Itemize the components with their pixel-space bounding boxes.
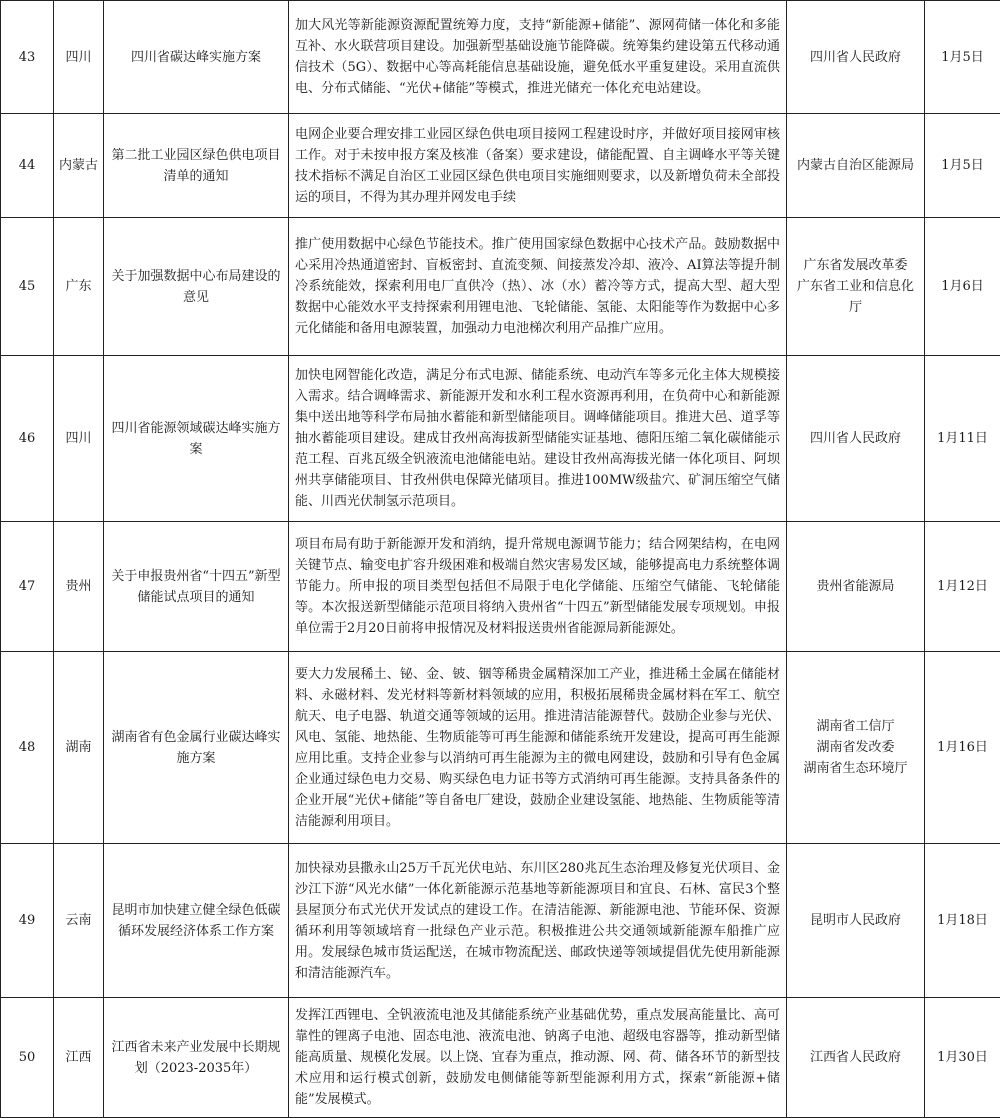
department-name: 湖南省生态环境厅 bbox=[791, 758, 920, 779]
department-name: 昆明市人民政府 bbox=[791, 910, 920, 931]
table-row bbox=[1, 844, 1000, 998]
row-number: 50 bbox=[1, 998, 54, 1118]
policy-content-cell: 推广使用数据中心绿色节能技术。推广使用国家绿色数据中心技术产品。鼓励数据中心采用冷热通道密封、盲板密封、直流变频、间接蒸发冷却、液冷、AI算法等提升制冷系统能效，探索利用电厂直供冷（热）、冰（水）蓄冷等方式，提高大型、超大型数据中心能效水平支持探索利用锂电池、飞轮储能、氢能、太阳能等作为数据中心多元化储能和备用电源装置，加强动力电池梯次利用产品推广应用。 bbox=[289, 218, 787, 356]
date-cell: 1月6日 bbox=[925, 218, 1000, 356]
row-number: 45 bbox=[1, 218, 54, 356]
policy-title-cell: 昆明市加快建立健全绿色低碳循环发展经济体系工作方案 bbox=[104, 844, 289, 998]
department-name: 四川省人民政府 bbox=[791, 428, 920, 449]
department-name: 湖南省工信厅 bbox=[791, 716, 920, 737]
table-row bbox=[1, 356, 1000, 522]
table-row bbox=[1, 114, 1000, 218]
department-name: 四川省人民政府 bbox=[791, 47, 920, 68]
policy-content-cell: 要大力发展稀土、铋、金、铍、铟等稀贵金属精深加工产业，推进稀土金属在储能材料、永磁材料、发光材料等新材料领域的应用，积极拓展稀贵金属材料在军工、航空航天、电子电器、轨道交通等领域的运用。推进清洁能源替代。鼓励企业参与光伏、风电、氢能、地热能、生物质能等可再生能源和储能系统开发建设，提高可再生能源应用比重。支持企业参与以消纳可再生能源为主的微电网建设，鼓励和引导有色金属企业通过绿色电力交易、购买绿色电力证书等方式消纳可再生能源。支持具备条件的企业开展“光伏+储能”等自备电厂建设，鼓励企业建设氢能、地热能、生物质能等清洁能源利用项目。 bbox=[289, 652, 787, 844]
policy-content-cell: 加快禄劝县撒永山25万千瓦光伏电站、东川区280兆瓦生态治理及修复光伏项目、金沙江下游“风光水储”一体化新能源示范基地等新能源项目和宜良、石林、富民3个整县屋顶分布式光伏开发试点的建设工作。在清洁能源、新能源电池、节能环保、资源循环利用等领域培育一批绿色产业示范。积极推进公共交通领域新能源车船推广应用。发展绿色城市货运配送，在城市物流配送、邮政快递等领域提倡优先使用新能源和清洁能源汽车。 bbox=[289, 844, 787, 998]
policy-content-cell: 项目布局有助于新能源开发和消纳，提升常规电源调节能力；结合网架结构，在电网关键节点、输变电扩容升级困难和极端自然灾害易发区域，能够提高电力系统整体调节能力。所申报的项目类型包括但不局限于电化学储能、压缩空气储能、飞轮储能等。本次报送新型储能示范项目将纳入贵州省“十四五”新型储能发展专项规划。申报单位需于2月20日前将申报情况及材料报送贵州省能源局新能源处。 bbox=[289, 522, 787, 652]
table-row bbox=[1, 998, 1000, 1118]
province-cell: 湖南 bbox=[54, 652, 104, 844]
policy-content-cell: 加大风光等新能源资源配置统筹力度，支持“新能源+储能”、源网荷储一体化和多能互补、水火联营项目建设。加强新型基础设施节能降碳。统筹集约建设第五代移动通信技术（5G）、数据中心等高耗能信息基础设施，避免低水平重复建设。采用直流供电、分布式储能、“光伏+储能”等模式，推进光储充一体化充电站建设。 bbox=[289, 1, 787, 114]
date-cell: 1月11日 bbox=[925, 356, 1000, 522]
policy-content-cell: 电网企业要合理安排工业园区绿色供电项目接网工程建设时序，并做好项目接网审核工作。对于未按申报方案及核准（备案）要求建设，储能配置、自主调峰水平等关键技术指标不满足自治区工业园区绿色供电项目实施细则要求，以及新增负荷未全部投运的项目，不得为其办理并网发电手续 bbox=[289, 114, 787, 218]
department-cell bbox=[787, 114, 925, 218]
row-number: 46 bbox=[1, 356, 54, 522]
policy-content-cell: 加快电网智能化改造，满足分布式电源、储能系统、电动汽车等多元化主体大规模接入需求。结合调峰需求、新能源开发和水利工程水资源再利用，在负荷中心和新能源集中送出地等科学布局抽水蓄能和新型储能项目。调峰储能项目。推进大邑、道孚等抽水蓄能项目建设。建成甘孜州高海拔新型储能实证基地、德阳压缩二氧化碳储能示范工程、百兆瓦级全钒液流电池储能电站。建设甘孜州高海拔光储一体化项目、阿坝州共享储能项目、甘孜州供电保障光储项目。推进100MW级盐穴、矿洞压缩空气储能、川西光伏制氢示范项目。 bbox=[289, 356, 787, 522]
department-name: 内蒙古自治区能源局 bbox=[791, 155, 920, 176]
province-cell: 四川 bbox=[54, 356, 104, 522]
department-name: 广东省工业和信息化厅 bbox=[791, 276, 920, 318]
policy-table-body bbox=[1, 1, 1000, 1118]
department-cell bbox=[787, 1, 925, 114]
department-name: 广东省发展改革委 bbox=[791, 255, 920, 276]
department-cell bbox=[787, 998, 925, 1118]
province-cell: 内蒙古 bbox=[54, 114, 104, 218]
department-cell bbox=[787, 218, 925, 356]
table-row bbox=[1, 218, 1000, 356]
row-number: 49 bbox=[1, 844, 54, 998]
policy-title-cell: 关于申报贵州省“十四五”新型储能试点项目的通知 bbox=[104, 522, 289, 652]
date-cell: 1月12日 bbox=[925, 522, 1000, 652]
policy-content-cell: 发挥江西锂电、全钒液流电池及其储能系统产业基础优势，重点发展高能量比、高可靠性的锂离子电池、固态电池、液流电池、钠离子电池、超级电容器等，推动新型储能高质量、规模化发展。以上饶、宜春为重点，推动源、网、荷、储各环节的新型技术应用和运行模式创新，鼓励发电侧储能等新型能源利用方式，探索“新能源+储能”发展模式。 bbox=[289, 998, 787, 1118]
date-cell: 1月5日 bbox=[925, 1, 1000, 114]
department-cell bbox=[787, 522, 925, 652]
province-cell: 云南 bbox=[54, 844, 104, 998]
table-row bbox=[1, 522, 1000, 652]
department-name: 贵州省能源局 bbox=[791, 576, 920, 597]
department-name: 江西省人民政府 bbox=[791, 1047, 920, 1068]
department-name: 湖南省发改委 bbox=[791, 737, 920, 758]
policy-title-cell: 湖南省有色金属行业碳达峰实施方案 bbox=[104, 652, 289, 844]
policy-title-cell: 第二批工业园区绿色供电项目清单的通知 bbox=[104, 114, 289, 218]
table-row bbox=[1, 1, 1000, 114]
province-cell: 四川 bbox=[54, 1, 104, 114]
row-number: 47 bbox=[1, 522, 54, 652]
province-cell: 江西 bbox=[54, 998, 104, 1118]
department-cell bbox=[787, 356, 925, 522]
policy-title-cell: 四川省碳达峰实施方案 bbox=[104, 1, 289, 114]
table-row bbox=[1, 652, 1000, 844]
row-number: 48 bbox=[1, 652, 54, 844]
date-cell: 1月16日 bbox=[925, 652, 1000, 844]
policy-title-cell: 四川省能源领域碳达峰实施方案 bbox=[104, 356, 289, 522]
policy-title-cell: 关于加强数据中心布局建设的意见 bbox=[104, 218, 289, 356]
department-cell bbox=[787, 844, 925, 998]
department-cell bbox=[787, 652, 925, 844]
province-cell: 贵州 bbox=[54, 522, 104, 652]
row-number: 44 bbox=[1, 114, 54, 218]
row-number: 43 bbox=[1, 1, 54, 114]
date-cell: 1月5日 bbox=[925, 114, 1000, 218]
date-cell: 1月18日 bbox=[925, 844, 1000, 998]
province-cell: 广东 bbox=[54, 218, 104, 356]
date-cell: 1月30日 bbox=[925, 998, 1000, 1118]
policy-title-cell: 江西省未来产业发展中长期规划（2023-2035年） bbox=[104, 998, 289, 1118]
